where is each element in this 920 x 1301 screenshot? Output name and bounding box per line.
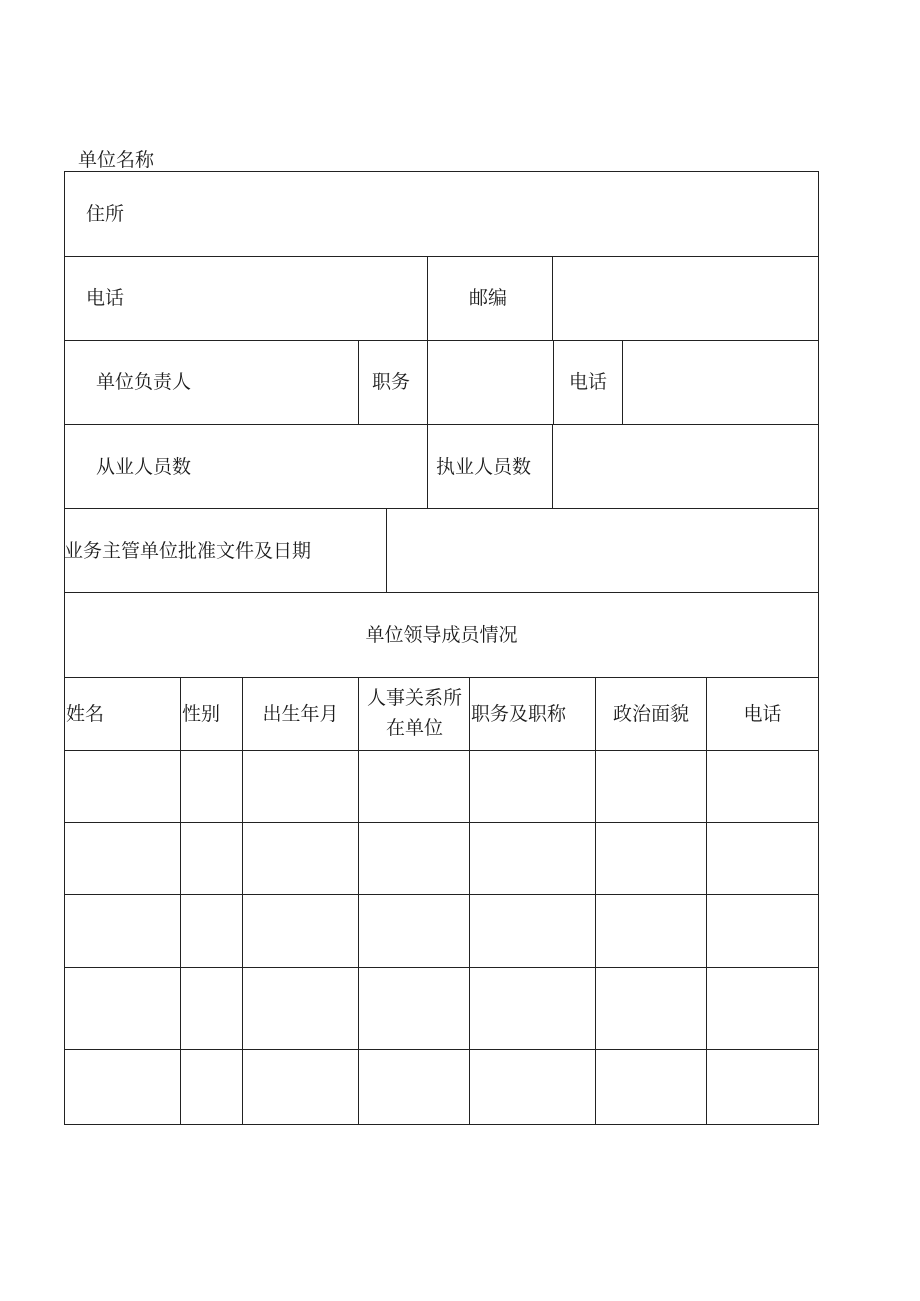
leader-phone-field[interactable] <box>623 341 818 424</box>
licensed-count-label: 执业人员数 <box>436 456 532 478</box>
col-header-name: 姓名 <box>66 703 105 725</box>
leaders-section-title: 单位领导成员情况 <box>365 624 518 646</box>
row-divider <box>64 592 819 593</box>
col-header-birth: 出生年月 <box>262 703 339 725</box>
position-field[interactable] <box>428 341 553 424</box>
col-divider <box>706 677 707 1125</box>
col-header-political-status: 政治面貌 <box>612 703 689 725</box>
col-header-personnel-unit-line1: 人事关系所 <box>366 687 462 709</box>
col-divider <box>427 424 428 508</box>
col-divider <box>358 340 359 424</box>
col-header-gender: 性别 <box>182 703 221 725</box>
position-label: 职务 <box>372 371 411 393</box>
postcode-label: 邮编 <box>469 287 508 309</box>
approval-doc-label: 业务主管单位批准文件及日期 <box>64 540 312 562</box>
col-divider <box>553 340 554 424</box>
registration-form <box>64 171 819 1125</box>
col-divider <box>358 677 359 1125</box>
leader-label: 单位负责人 <box>96 371 192 393</box>
postcode-field[interactable] <box>553 257 818 340</box>
licensed-count-field[interactable] <box>553 425 818 508</box>
col-header-personnel-unit <box>359 683 470 743</box>
col-header-personnel-unit-line2: 在单位 <box>385 717 443 739</box>
leader-phone-label: 电话 <box>569 371 608 393</box>
unit-name-label: 单位名称 <box>78 149 155 171</box>
col-divider <box>242 677 243 1125</box>
col-header-title: 职务及职称 <box>471 703 567 725</box>
approval-doc-field[interactable] <box>387 509 818 592</box>
staff-count-label: 从业人员数 <box>96 456 192 478</box>
col-divider <box>180 677 181 1125</box>
address-field[interactable] <box>64 172 818 256</box>
address-label: 住所 <box>86 203 125 225</box>
col-header-phone: 电话 <box>743 703 782 725</box>
col-divider <box>595 677 596 1125</box>
phone-label: 电话 <box>86 287 125 309</box>
col-divider <box>469 677 470 1125</box>
col-divider <box>427 256 428 340</box>
